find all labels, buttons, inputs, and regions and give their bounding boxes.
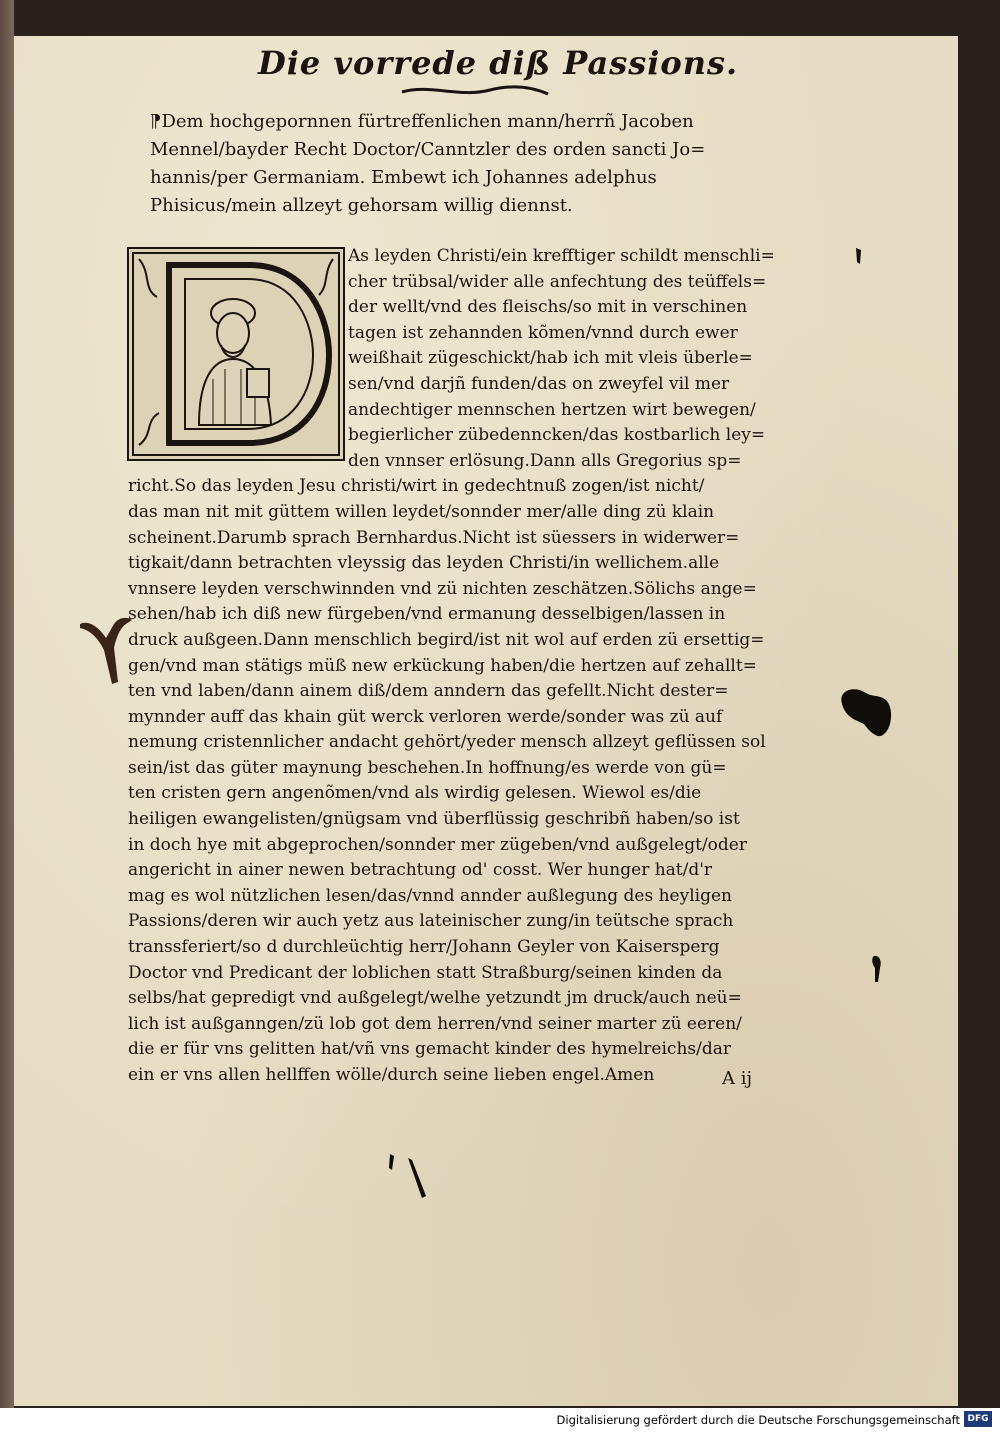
signature-mark: A ij — [722, 1068, 753, 1089]
body-line: As leyden Christi/ein krefftiger schildt menschli= — [348, 246, 775, 266]
body-line: angericht in ainer newen betrachtung od' cosst. Wer hunger hat/d'r — [128, 860, 713, 881]
body-line: ten cristen gern angenõmen/vnd als wirdig gelesen. Wiewol es/die — [128, 783, 702, 804]
body-line: scheinent.Darumb sprach Bernhardus.Nicht ist süessers in widerwer= — [128, 527, 740, 548]
body-line: begierlicher zübedenncken/das kostbarlich ley= — [348, 425, 766, 446]
dedication-line: hannis/per Germaniam. Embewt ich Johannes adelphus — [150, 167, 657, 188]
page-title: Die vorrede diß Passions. — [258, 44, 739, 82]
book-edge — [0, 0, 14, 1408]
body-line: der wellt/vnd des fleischs/so mit in verschinen — [348, 297, 748, 318]
body-line: selbs/hat gepredigt vnd außgelegt/welhe yetzundt jm druck/auch neü= — [128, 988, 742, 1009]
body-line: tigkait/dann betrachten vleyssig das leyden Christi/in wellichem.alle — [128, 553, 720, 574]
body-line: in doch hye mit abgeprochen/sonnder mer zügeben/vnd außgelegt/oder — [128, 834, 747, 855]
dedication-line: ⁋Dem hochgepornnen fürtreffenlichen mann/herrñ Jacoben — [150, 111, 694, 132]
ink-mark — [870, 954, 884, 984]
body-line: druck außgeen.Dann menschlich begird/ist nit wol auf erden zü ersettig= — [128, 629, 765, 650]
body-line: den vnnser erlösung.Dann alls Gregorius sp= — [348, 450, 742, 471]
body-line: gen/vnd man stätigs müß new erkückung haben/die hertzen auf zehallt= — [128, 655, 757, 676]
body-line: heiligen ewangelisten/gnügsam vnd überflüssig geschribñ haben/so ist — [128, 809, 740, 830]
ink-blot — [834, 684, 896, 742]
body-line: cher trübsal/wider alle anfechtung des teüffels= — [348, 271, 767, 292]
dfg-logo-icon: DFG — [964, 1411, 992, 1427]
body-line: vnnsere leyden verschwinnden vnd zü nichten zeschätzen.Sölichs ange= — [128, 578, 757, 599]
body-line: nemung cristennlicher andacht gehört/yeder mensch allzeyt geflüssen sol — [128, 732, 766, 753]
body-line: mag es wol nützlichen lesen/das/vnnd annder außlegung des heyligen — [128, 885, 732, 906]
title-flourish — [400, 82, 550, 100]
dedication-line: Mennel/bayder Recht Doctor/Canntzler des orden sancti Jo= — [150, 139, 706, 160]
body-line: sehen/hab ich diß new fürgeben/vnd ermanung desselbigen/lassen in — [128, 604, 726, 625]
body-line: das man nit mit güttem willen leydet/sonnder mer/alle ding zü klain — [128, 501, 715, 522]
body-line: tagen ist zehannden kõmen/vnnd durch ewer — [348, 322, 738, 343]
body-line: ten vnd laben/dann ainem diß/dem anndern das gefellt.Nicht dester= — [128, 681, 729, 702]
body-line: Doctor vnd Predicant der loblichen statt Straßburg/seinen kinden da — [128, 962, 723, 983]
body-line: transsferiert/so d durchleüchtig herr/Johann Geyler von Kaisersperg — [128, 937, 720, 958]
body-line: sein/ist das güter maynung beschehen.In hoffnung/es werde von gü= — [128, 757, 727, 778]
body-paragraph — [128, 244, 788, 1089]
body-line: lich ist außganngen/zü lob got dem herren/vnd seiner marter zü eeren/ — [128, 1013, 742, 1034]
dedication-paragraph — [150, 108, 760, 220]
body-line: Passions/deren wir auch yetz aus lateinischer zung/in teütsche sprach — [128, 911, 734, 932]
body-line: weißhait zügeschickt/hab ich mit vleis überle= — [348, 348, 753, 369]
body-line: die er für vns gelitten hat/vñ vns gemacht kinder des hymelreichs/dar — [128, 1039, 731, 1060]
body-line: mynnder auff das khain güt werck verloren werde/sonder was zü auf — [128, 706, 723, 727]
body-line: richt.So das leyden Jesu christi/wirt in gedechtnuß zogen/ist nicht/ — [128, 476, 705, 497]
body-line: sen/vnd darjñ funden/das on zweyfel vil mer — [348, 373, 730, 394]
body-line: ein er vns allen hellffen wölle/durch seine lieben engel.Amen — [128, 1065, 655, 1085]
dedication-line: Phisicus/mein allzeyt gehorsam willig diennst. — [150, 195, 573, 216]
ink-mark — [854, 246, 864, 268]
ink-stroke — [382, 1148, 434, 1202]
body-line: andechtiger mennschen hertzen wirt bewegen/ — [348, 399, 756, 420]
footer-credit: Digitalisierung gefördert durch die Deutsche Forschungsgemeinschaft — [556, 1413, 960, 1427]
